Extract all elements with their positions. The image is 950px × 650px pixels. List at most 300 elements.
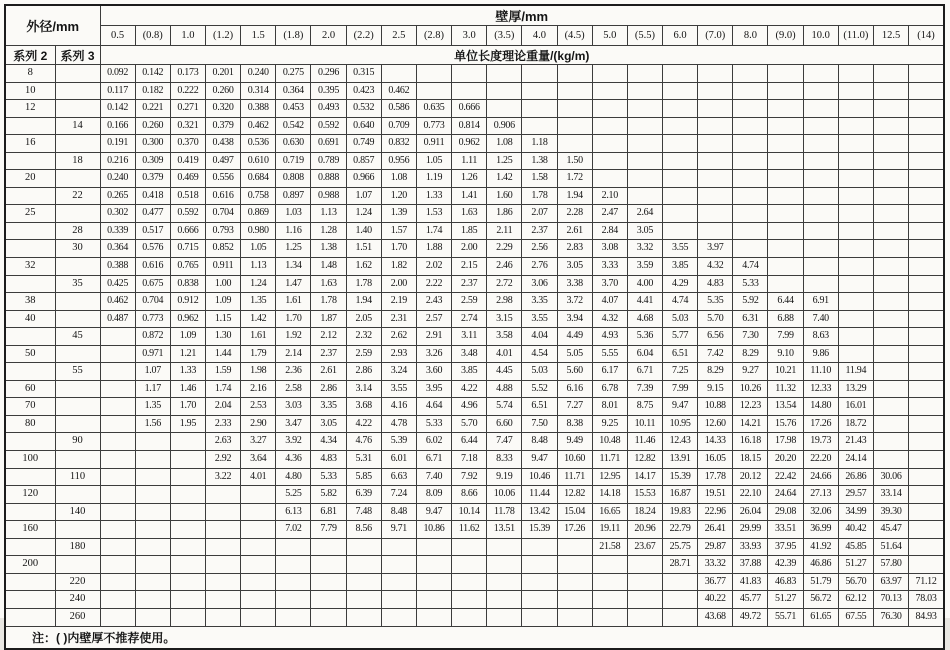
weight-cell [557,135,592,153]
weight-cell: 6.13 [276,503,311,521]
series3-cell: 180 [55,538,100,556]
weight-cell: 11.71 [557,468,592,486]
weight-cell: 71.12 [909,573,944,591]
weight-cell [803,65,838,83]
weight-cell: 3.38 [557,275,592,293]
weight-cell: 3.55 [522,310,557,328]
weight-cell [205,591,240,609]
weight-cell [733,65,768,83]
series2-header: 系列 2 [5,46,55,65]
weight-cell: 2.61 [311,363,346,381]
weight-cell: 0.789 [311,152,346,170]
weight-cell: 0.320 [205,100,240,118]
weight-cell: 0.709 [381,117,416,135]
table-row [5,451,944,469]
weight-cell: 3.55 [381,380,416,398]
weight-cell: 2.16 [241,380,276,398]
weight-cell: 2.64 [627,205,662,223]
weight-cell: 3.24 [381,363,416,381]
weight-cell [205,608,240,626]
table-row [5,275,944,293]
weight-cell: 36.99 [803,521,838,539]
weight-cell [522,117,557,135]
series2-cell [5,187,55,205]
weight-cell [100,591,135,609]
series2-cell [5,363,55,381]
series3-cell [55,451,100,469]
table-row [5,486,944,504]
footnote-row [5,626,944,649]
weight-cell [768,117,803,135]
weight-cell: 0.321 [170,117,205,135]
weight-cell [135,486,170,504]
table-row [5,415,944,433]
weight-cell: 1.40 [346,222,381,240]
weight-cell [803,205,838,223]
weight-cell: 4.29 [663,275,698,293]
weight-cell: 3.72 [557,293,592,311]
weight-cell: 14.17 [627,468,662,486]
weight-cell: 51.27 [768,591,803,609]
weight-cell: 1.98 [241,363,276,381]
weight-cell: 0.616 [205,187,240,205]
weight-cell: 3.92 [276,433,311,451]
weight-cell: 13.54 [768,398,803,416]
weight-cell: 16.65 [592,503,627,521]
weight-cell: 9.47 [663,398,698,416]
weight-cell: 0.309 [135,152,170,170]
weight-cell: 1.57 [381,222,416,240]
weight-cell: 12.82 [557,486,592,504]
weight-cell [522,591,557,609]
weight-cell: 0.419 [170,152,205,170]
series2-cell [5,538,55,556]
weight-cell [100,380,135,398]
weight-cell [522,65,557,83]
weight-cell: 1.33 [416,187,451,205]
weight-cell: 9.10 [768,345,803,363]
weight-cell [487,556,522,574]
weight-cell: 9.47 [416,503,451,521]
weight-cell: 11.62 [452,521,487,539]
weight-cell: 3.35 [311,398,346,416]
weight-cell: 0.666 [452,100,487,118]
weight-cell [909,152,944,170]
weight-cell [592,556,627,574]
weight-cell: 14.21 [733,415,768,433]
weight-cell [768,205,803,223]
weight-cell: 5.31 [346,451,381,469]
weight-cell: 0.592 [311,117,346,135]
weight-cell: 9.27 [733,363,768,381]
weight-cell: 9.49 [557,433,592,451]
series2-cell: 38 [5,293,55,311]
weight-cell: 1.25 [487,152,522,170]
table-row [5,187,944,205]
weight-cell: 4.54 [522,345,557,363]
weight-cell: 0.379 [205,117,240,135]
weight-cell [627,82,662,100]
weight-cell: 6.39 [346,486,381,504]
weight-cell: 18.24 [627,503,662,521]
weight-cell: 1.94 [346,293,381,311]
weight-cell: 51.27 [838,556,873,574]
weight-cell: 24.64 [768,486,803,504]
weight-cell: 8.48 [381,503,416,521]
weight-cell [733,117,768,135]
weight-cell: 19.83 [663,503,698,521]
weight-cell [733,135,768,153]
weight-cell: 4.00 [627,275,662,293]
weight-cell: 0.364 [276,82,311,100]
weight-cell: 29.08 [768,503,803,521]
weight-cell [909,503,944,521]
weight-cell [698,135,733,153]
weight-cell: 2.10 [592,187,627,205]
series2-cell: 60 [5,380,55,398]
thickness-col-header: 6.0 [663,26,698,46]
weight-cell [909,328,944,346]
weight-cell: 46.83 [768,573,803,591]
weight-cell: 3.58 [487,328,522,346]
weight-cell [838,82,873,100]
weight-cell [838,135,873,153]
series2-cell [5,433,55,451]
weight-cell: 3.64 [241,451,276,469]
weight-cell: 11.71 [592,451,627,469]
weight-cell: 1.60 [487,187,522,205]
weight-cell [135,521,170,539]
weight-cell: 0.271 [170,100,205,118]
weight-cell: 7.99 [768,328,803,346]
weight-cell [346,573,381,591]
weight-cell: 0.719 [276,152,311,170]
weight-cell: 2.76 [522,258,557,276]
weight-cell [276,608,311,626]
weight-cell: 2.07 [522,205,557,223]
weight-cell [663,591,698,609]
weight-cell [135,433,170,451]
weight-cell: 1.94 [557,187,592,205]
weight-cell: 2.43 [416,293,451,311]
weight-cell [768,240,803,258]
weight-cell: 2.29 [487,240,522,258]
weight-cell [768,100,803,118]
series3-cell [55,345,100,363]
series3-cell [55,258,100,276]
weight-cell [241,591,276,609]
weight-cell: 0.477 [135,205,170,223]
weight-cell: 7.92 [452,468,487,486]
weight-cell: 78.03 [909,591,944,609]
weight-cell [416,573,451,591]
weight-cell: 3.97 [698,240,733,258]
weight-cell: 2.37 [522,222,557,240]
weight-cell [100,433,135,451]
weight-cell: 7.47 [487,433,522,451]
weight-cell: 1.47 [276,275,311,293]
weight-cell: 1.17 [135,380,170,398]
table-row [5,538,944,556]
weight-cell: 4.88 [487,380,522,398]
weight-cell: 7.24 [381,486,416,504]
weight-cell: 3.03 [276,398,311,416]
weight-cell: 36.77 [698,573,733,591]
thickness-col-header: (0.8) [135,26,170,46]
weight-cell: 7.39 [627,380,662,398]
weight-cell: 13.91 [663,451,698,469]
weight-cell: 7.02 [276,521,311,539]
weight-cell: 3.15 [487,310,522,328]
weight-cell: 0.300 [135,135,170,153]
weight-cell: 5.33 [311,468,346,486]
weight-cell: 1.58 [522,170,557,188]
weight-cell: 1.07 [135,363,170,381]
weight-cell: 0.897 [276,187,311,205]
weight-cell: 0.911 [205,258,240,276]
weight-cell: 1.21 [170,345,205,363]
weight-cell: 1.44 [205,345,240,363]
table-row [5,380,944,398]
series2-cell [5,240,55,258]
weight-cell [205,573,240,591]
weight-cell [698,65,733,83]
weight-cell: 0.388 [100,258,135,276]
weight-cell [205,503,240,521]
weight-cell: 1.26 [452,170,487,188]
weight-cell: 32.06 [803,503,838,521]
table-row [5,152,944,170]
weight-cell: 37.95 [768,538,803,556]
weight-cell [663,135,698,153]
wall-thickness-header: 壁厚/mm [100,5,944,26]
series3-cell [55,170,100,188]
weight-cell: 6.02 [416,433,451,451]
weight-cell: 6.91 [803,293,838,311]
weight-cell: 2.57 [416,310,451,328]
weight-cell [627,100,662,118]
outer-diameter-header: 外径/mm [5,5,100,46]
weight-cell [838,345,873,363]
weight-cell [170,573,205,591]
series3-cell: 140 [55,503,100,521]
weight-cell [733,170,768,188]
weight-cell: 5.70 [698,310,733,328]
weight-cell [100,521,135,539]
weight-cell: 29.99 [733,521,768,539]
weight-cell: 0.576 [135,240,170,258]
weight-cell: 5.92 [733,293,768,311]
weight-cell: 10.48 [592,433,627,451]
weight-cell: 0.388 [241,100,276,118]
weight-cell: 4.80 [276,468,311,486]
series2-cell [5,275,55,293]
weight-cell: 2.63 [205,433,240,451]
thickness-col-header: (14) [909,26,944,46]
weight-cell: 0.888 [311,170,346,188]
weight-cell: 17.26 [557,521,592,539]
weight-cell: 0.315 [346,65,381,83]
weight-cell [416,608,451,626]
weight-cell: 8.29 [698,363,733,381]
weight-cell [803,82,838,100]
weight-cell: 4.83 [698,275,733,293]
weight-cell [838,152,873,170]
weight-cell [733,100,768,118]
weight-cell: 0.704 [205,205,240,223]
weight-cell: 3.05 [311,415,346,433]
footnote: 注：( )内壁厚不推荐使用。 [5,626,944,649]
weight-cell [100,363,135,381]
weight-cell: 1.63 [311,275,346,293]
weight-cell: 13.42 [522,503,557,521]
weight-cell: 70.13 [873,591,908,609]
weight-cell: 4.41 [627,293,662,311]
series2-cell: 10 [5,82,55,100]
weight-cell: 9.86 [803,345,838,363]
weight-cell: 8.01 [592,398,627,416]
weight-cell: 4.78 [381,415,416,433]
weight-cell: 15.39 [663,468,698,486]
weight-cell: 0.240 [100,170,135,188]
weight-cell: 1.15 [205,310,240,328]
weight-cell: 0.418 [135,187,170,205]
weight-cell [381,591,416,609]
weight-cell [873,380,908,398]
weight-cell [873,170,908,188]
weight-cell: 0.425 [100,275,135,293]
weight-cell: 57.80 [873,556,908,574]
weight-cell [803,222,838,240]
weight-cell: 1.78 [522,187,557,205]
weight-cell: 9.71 [381,521,416,539]
weight-cell [909,240,944,258]
weight-cell: 63.97 [873,573,908,591]
weight-cell: 0.438 [205,135,240,153]
weight-cell: 84.93 [909,608,944,626]
weight-cell [100,468,135,486]
weight-cell: 1.42 [241,310,276,328]
weight-cell [909,65,944,83]
weight-cell [627,573,662,591]
weight-cell [522,573,557,591]
weight-cell [803,187,838,205]
weight-cell: 0.260 [135,117,170,135]
weight-cell: 1.70 [170,398,205,416]
thickness-col-header: (2.2) [346,26,381,46]
weight-cell [873,117,908,135]
weight-cell [873,258,908,276]
weight-cell: 23.67 [627,538,662,556]
weight-cell: 0.142 [100,100,135,118]
table-row [5,293,944,311]
weight-cell [909,433,944,451]
series3-cell: 14 [55,117,100,135]
weight-cell [276,538,311,556]
weight-cell: 4.32 [698,258,733,276]
weight-cell: 4.22 [346,415,381,433]
thickness-col-header: (7.0) [698,26,733,46]
weight-cell [592,100,627,118]
series3-cell: 22 [55,187,100,205]
series3-cell [55,556,100,574]
weight-cell [170,468,205,486]
weight-cell: 5.74 [487,398,522,416]
weight-cell: 2.92 [205,451,240,469]
weight-cell: 2.02 [416,258,451,276]
weight-cell [909,117,944,135]
weight-cell [241,556,276,574]
weight-cell [627,187,662,205]
weight-cell: 4.76 [346,433,381,451]
weight-cell: 1.85 [452,222,487,240]
weight-cell: 26.04 [733,503,768,521]
weight-cell: 22.20 [803,451,838,469]
weight-cell [803,275,838,293]
weight-cell: 1.33 [170,363,205,381]
weight-cell: 0.240 [241,65,276,83]
thickness-col-header: (3.5) [487,26,522,46]
weight-cell: 1.39 [381,205,416,223]
weight-cell: 49.72 [733,608,768,626]
weight-cell: 6.63 [381,468,416,486]
weight-cell: 6.01 [381,451,416,469]
weight-cell: 2.61 [557,222,592,240]
weight-cell: 33.14 [873,486,908,504]
weight-cell [768,82,803,100]
weight-cell [135,608,170,626]
weight-cell [135,538,170,556]
weight-cell: 1.78 [346,275,381,293]
pipe-weight-table [4,4,945,650]
weight-cell: 5.25 [276,486,311,504]
table-row [5,608,944,626]
weight-cell [909,187,944,205]
weight-cell: 0.517 [135,222,170,240]
weight-cell: 16.87 [663,486,698,504]
series3-cell: 110 [55,468,100,486]
table-row [5,65,944,83]
series2-cell: 200 [5,556,55,574]
weight-cell: 0.364 [100,240,135,258]
weight-cell [381,608,416,626]
weight-cell [170,538,205,556]
weight-cell [698,170,733,188]
weight-cell: 6.71 [416,451,451,469]
weight-cell: 5.05 [557,345,592,363]
weight-cell: 26.86 [838,468,873,486]
weight-cell: 37.88 [733,556,768,574]
weight-cell [663,152,698,170]
weight-cell [733,205,768,223]
weight-cell [627,591,662,609]
weight-cell: 0.216 [100,152,135,170]
weight-cell: 1.70 [276,310,311,328]
table-row [5,433,944,451]
weight-cell [100,573,135,591]
weight-cell [100,328,135,346]
weight-cell: 0.758 [241,187,276,205]
weight-cell [838,100,873,118]
weight-cell: 12.60 [698,415,733,433]
weight-cell: 1.38 [522,152,557,170]
weight-cell: 6.56 [698,328,733,346]
weight-cell: 8.63 [803,328,838,346]
series3-cell: 45 [55,328,100,346]
weight-cell: 0.906 [487,117,522,135]
weight-cell: 8.56 [346,521,381,539]
weight-cell: 1.03 [276,205,311,223]
